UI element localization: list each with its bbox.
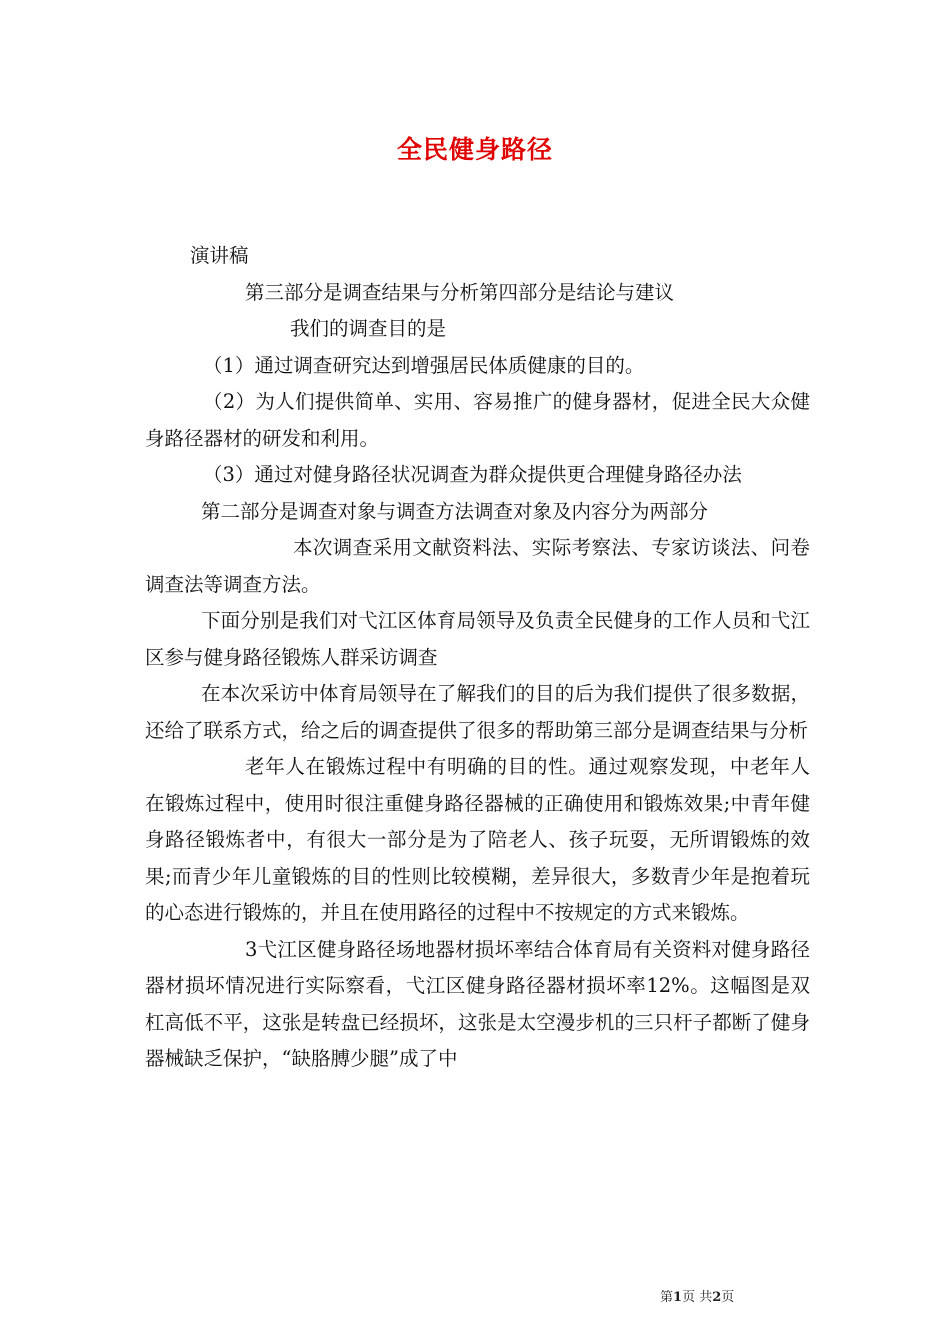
- footer-middle: 页 共: [682, 1290, 713, 1305]
- page-footer: [660, 1289, 840, 1307]
- paragraph-interviews: 下面分别是我们对弋江区体育局领导及负责全民健身的工作人员和弋江区参与健身路径锻炼人群采访调查: [145, 609, 810, 669]
- paragraph-purpose-2: （2）为人们提供简单、实用、容易推广的健身器材，促进全民大众健身路径器材的研发和利用。: [145, 390, 810, 450]
- paragraph-interview-results: 在本次采访中体育局领导在了解我们的目的后为我们提供了很多数据，还给了联系方式，给之后的调查提供了很多的帮助第三部分是调查结果与分析: [145, 682, 810, 742]
- paragraph-sections-overview: 第三部分是调查结果与分析第四部分是结论与建议: [245, 280, 675, 304]
- footer-current-page: 1: [673, 1290, 683, 1305]
- footer-suffix: 页: [721, 1290, 735, 1305]
- paragraph-equipment-damage: 3弋江区健身路径场地器材损坏率结合体育局有关资料对健身路径器材损坏情况进行实际察看，弋江区健身路径器材损坏率12%。这幅图是双杠高低不平，这张是转盘已经损坏，这张是太空漫步机的三只杆子都断了健身器械缺乏保护，“缺胳膊少腿”成了中: [145, 937, 810, 1070]
- footer-total-pages: 2: [712, 1290, 722, 1305]
- paragraph-elderly-exercise: 老年人在锻炼过程中有明确的目的性。通过观察发现，中老年人在锻炼过程中，使用时很注重健身路径器械的正确使用和锻炼效果;中青年健身路径锻炼者中，有很大一部分是为了陪老人、孩子玩耍，无所谓锻炼的效果;而青少年儿童锻炼的目的性则比较模糊，差异很大，多数青少年是抱着玩的心态进行锻炼的，并且在使用路径的过程中不按规定的方式来锻炼。: [145, 755, 810, 924]
- document-title: 全民健身路径: [396, 135, 553, 164]
- document-body: [145, 238, 810, 1078]
- paragraph-part-two: 第二部分是调查对象与调查方法调查对象及内容分为两部分: [201, 499, 709, 523]
- paragraph-purpose-3: （3）通过对健身路径状况调查为群众提供更合理健身路径办法: [203, 463, 742, 486]
- footer-prefix: 第: [660, 1290, 674, 1305]
- paragraph-speech-label: 演讲稿: [190, 244, 249, 267]
- paragraph-methods: 本次调查采用文献资料法、实际考察法、专家访谈法、问卷调查法等调查方法。: [145, 536, 810, 596]
- paragraph-purpose-heading: 我们的调查目的是: [290, 317, 447, 340]
- paragraph-purpose-1: （1）通过调查研究达到增强居民体质健康的目的。: [203, 353, 645, 377]
